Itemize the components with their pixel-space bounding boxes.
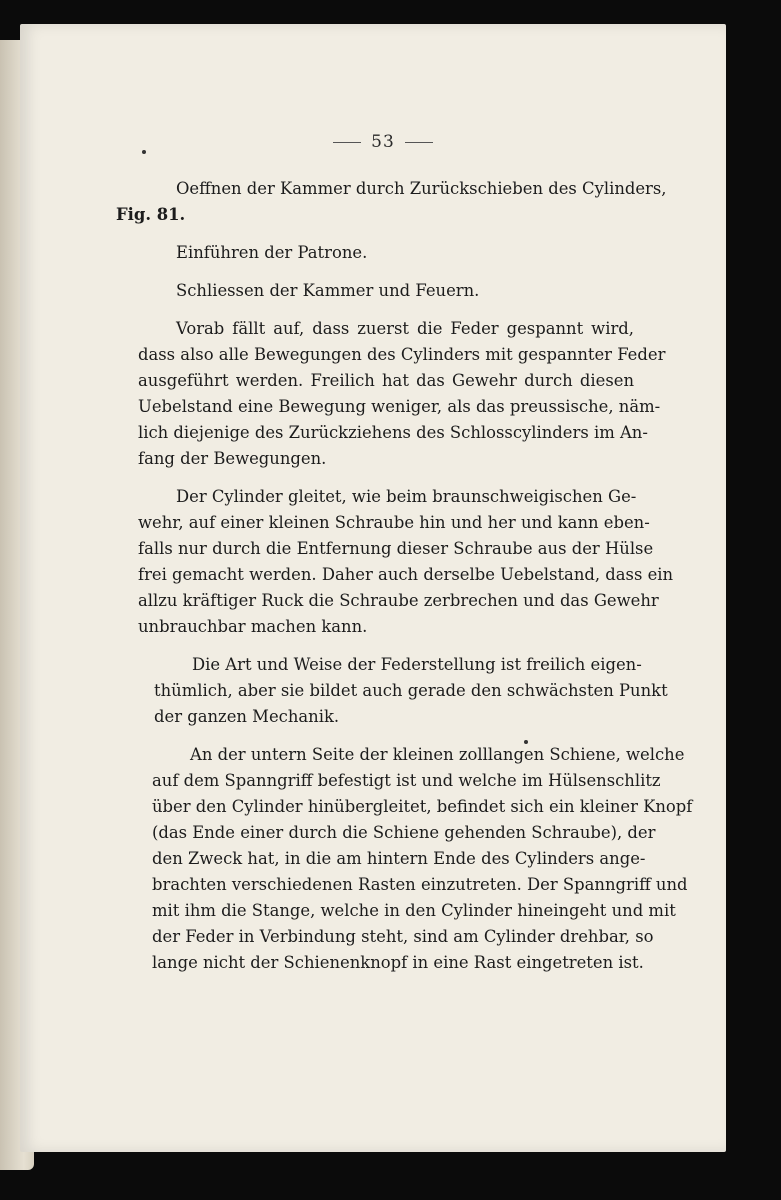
paragraph-2 [138,240,634,266]
paragraph-7 [138,742,693,976]
book-page [20,24,726,1152]
text-line: wehr, auf einer kleinen Schraube hin und her und kann eben- [138,513,650,532]
text-line: Der Cylinder gleitet, wie beim braunschweigischen Ge- [176,487,637,506]
text-line: allzu kräftiger Ruck die Schraube zerbrechen und das Gewehr [138,591,659,610]
text-line: ausgeführt werden. Freilich hat das Gewehr durch diesen [138,371,634,390]
text-line: frei gemacht werden. Daher auch derselbe Uebelstand, dass ein [138,565,674,584]
text-line: Einführen der Patrone. [176,243,368,262]
text-line: lich diejenige des Zurückziehens des Schlosscylinders im An- [138,423,648,442]
figure-reference: Fig. 81. [116,205,186,224]
paragraph-5 [138,484,674,640]
paragraph-3 [138,278,634,304]
ink-speck [142,150,146,154]
text-line: dass also alle Bewegungen des Cylinders mit gespannter Feder [138,345,666,364]
text-line: unbrauchbar machen kann. [138,617,368,636]
text-line: der ganzen Mechanik. [154,707,340,726]
text-line: der Feder in Verbindung steht, sind am Cylinder drehbar, so [152,927,654,946]
page-body [116,176,693,988]
text-line: den Zweck hat, in die am hintern Ende des Cylinders ange- [152,849,646,868]
text-line: fang der Bewegungen. [138,449,327,468]
text-line: (das Ende einer durch die Schiene gehenden Schraube), der [152,823,656,842]
text-line: An der untern Seite der kleinen zolllangen Schiene, welche [190,745,685,764]
text-line: über den Cylinder hinübergleitet, befindet sich ein kleiner Knopf [152,797,693,816]
text-line: thümlich, aber sie bildet auch gerade den schwächsten Punkt [154,681,668,700]
page-number: 53 [320,132,446,152]
paragraph-6 [138,652,668,730]
paragraph-1 [116,176,667,228]
text-line: auf dem Spanngriff befestigt ist und welche im Hülsenschlitz [152,771,661,790]
text-line: Die Art und Weise der Federstellung ist freilich eigen- [192,655,642,674]
text-line: Uebelstand eine Bewegung weniger, als das preussische, näm- [138,397,661,416]
text-line: mit ihm die Stange, welche in den Cylinder hineingeht und mit [152,901,676,920]
text-line: Vorab fällt auf, dass zuerst die Feder gespannt wird, [176,319,634,338]
text-line: brachten verschiedenen Rasten einzutreten. Der Spanngriff und [152,875,688,894]
text-line: Oeffnen der Kammer durch Zurückschieben des Cylinders, [176,179,667,198]
text-line: Schliessen der Kammer und Feuern. [176,281,480,300]
paragraph-4 [138,316,666,472]
text-line: lange nicht der Schienenknopf in eine Rast eingetreten ist. [152,953,644,972]
text-line: falls nur durch die Entfernung dieser Schraube aus der Hülse [138,539,654,558]
